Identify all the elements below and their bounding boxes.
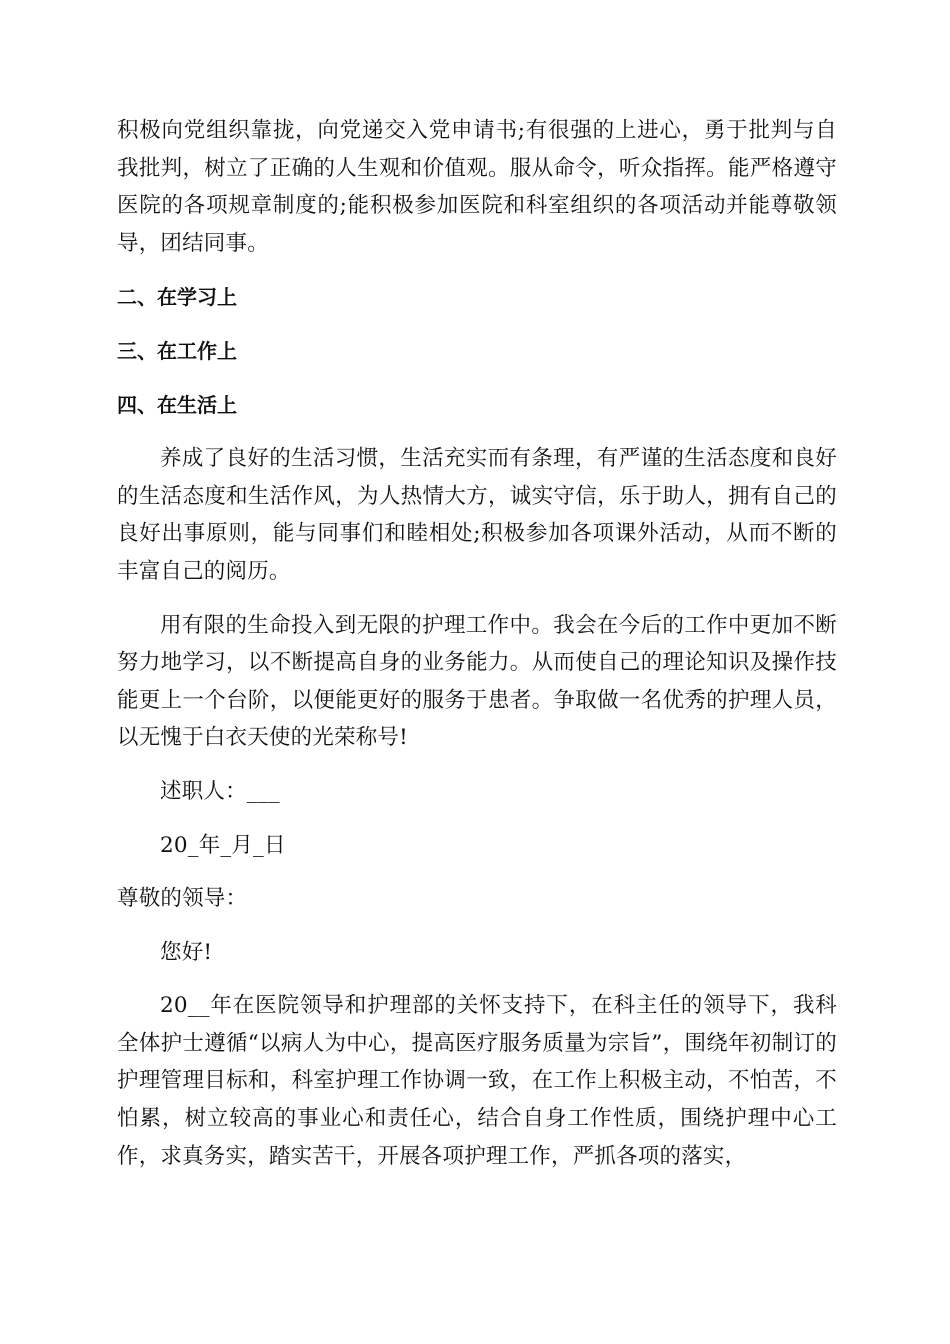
date-line: 20_年_月_日 [160,832,286,858]
paragraph-closing: 用有限的生命投入到无限的护理工作中。我会在今后的工作中更加不断努力地学习，以不断提高自身的业务能力。从而使自己的理论知识及操作技能更上一个台阶，以便能更好的服务于患者。争取做一名优秀的护理人员，以无愧于白衣天使的光荣称号! [117,612,837,751]
document-page [117,112,837,1175]
heading-work: 三、在工作上 [117,338,237,363]
paragraph-life: 养成了良好的生活习惯，生活充实而有条理，有严谨的生活态度和良好的生活态度和生活作风，为人热情大方，诚实守信，乐于助人，拥有自己的良好出事原则，能与同事们和睦相处;积极参加各项课外活动，从而不断的丰富自己的阅历。 [117,446,837,584]
heading-life: 四、在生活上 [117,392,237,417]
paragraph-party-conduct: 积极向党组织靠拢，向党递交入党申请书;有很强的上进心，勇于批判与自我批判，树立了正确的人生观和价值观。服从命令，听众指挥。能严格遵守医院的各项规章制度的;能积极参加医院和科室组织的各项活动并能尊敬领导，团结同事。 [117,118,837,256]
heading-study: 二、在学习上 [117,285,237,310]
greeting: 您好! [160,939,213,965]
paragraph-final: 20__年在医院领导和护理部的关怀支持下，在科主任的领导下，我科全体护士遵循“以病人为中心，提高医疗服务质量为宗旨”，围绕年初制订的护理管理目标和，科室护理工作协调一致，在工作上积极主动，不怕苦，不怕累，树立较高的事业心和责任心，结合自身工作性质，围绕护理中心工作，求真务实，踏实苦干，开展各项护理工作，严抓各项的落实， [117,993,837,1169]
salutation: 尊敬的领导： [117,886,248,912]
signature-line: 述职人：___ [160,778,280,804]
